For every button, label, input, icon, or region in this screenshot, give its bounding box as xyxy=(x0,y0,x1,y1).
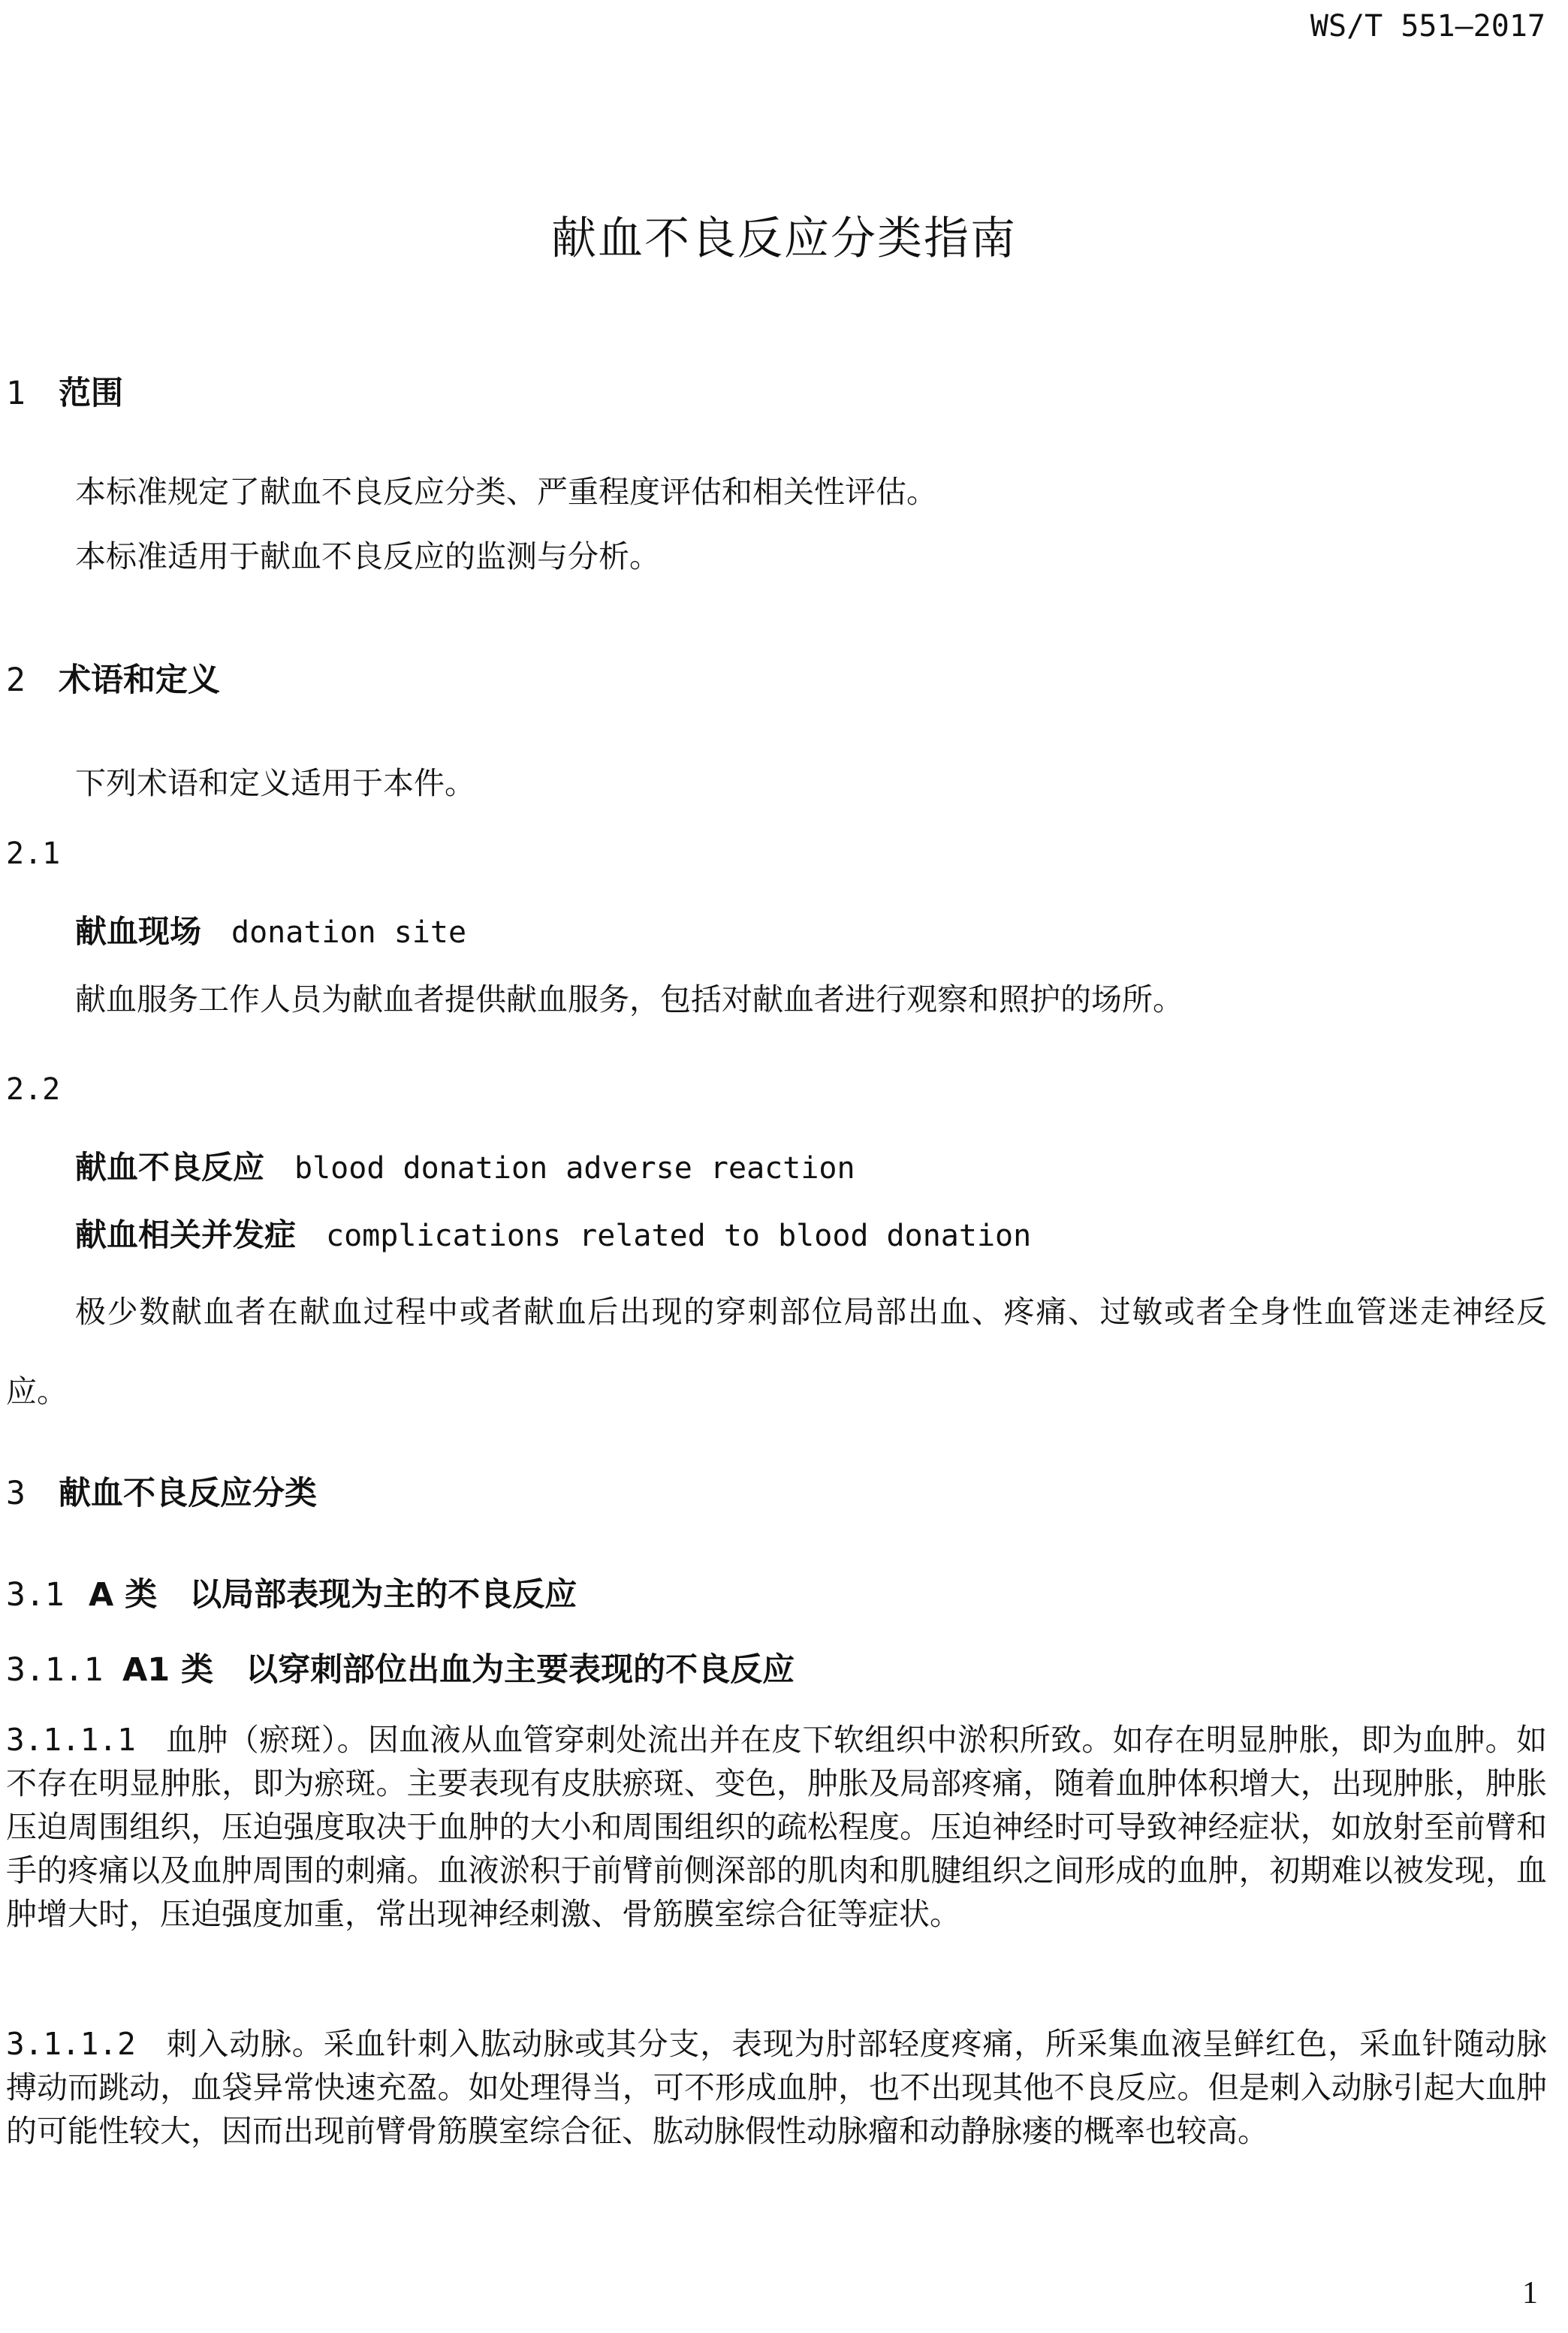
subsubsection-heading xyxy=(6,1644,795,1690)
section-title: A 类 以局部表现为主的不良反应 xyxy=(89,1576,577,1614)
clause-text: 血肿（瘀斑）。因血液从血管穿刺处流出并在皮下软组织中淤积所致。如存在明显肿胀，即为血肿。如不存在明显肿胀，即为瘀斑。主要表现有皮肤瘀斑、变色，肿胀及局部疼痛，随着血肿体积增大，出现肿胀，肿胀压迫周围组织，压迫强度取决于血肿的大小和周围组织的疏松程度。压迫神经时可导致神经症状，如放射至前臂和手的疼痛以及血肿周围的刺痛。血液淤积于前臂前侧深部的肌肉和肌腱组织之间形成的血肿，初期难以被发现，血肿增大时，压迫强度加重，常出现神经刺激、骨筋膜室综合征等症状。 xyxy=(6,1722,1547,1932)
page-number: 1 xyxy=(1522,2276,1538,2310)
section-number: 2 xyxy=(6,662,26,699)
term-en: complications related to blood donation xyxy=(326,1219,1032,1253)
term-zh: 献血相关并发症 xyxy=(75,1216,297,1253)
term-zh: 献血现场 xyxy=(75,913,202,950)
standard-code: WS/T 551—2017 xyxy=(1310,9,1545,44)
term-definition: 极少数献血者在献血过程中或者献血后出现的穿刺部位局部出血、疼痛、过敏或者全身性血管迷走神经反应。 xyxy=(6,1294,1547,1409)
section-title: 献血不良反应分类 xyxy=(59,1475,317,1512)
clause-item xyxy=(6,1718,1547,1936)
term-number: 2.1 xyxy=(6,836,61,871)
section-3-heading xyxy=(6,1468,317,1514)
section-title: 术语和定义 xyxy=(59,662,220,699)
section-title: 范围 xyxy=(59,375,123,412)
term-en: donation site xyxy=(231,915,467,950)
clause-text: 刺入动脉。采血针刺入肱动脉或其分支，表现为肘部轻度疼痛，所采集血液呈鲜红色，采血针随动脉搏动而跳动，血袋异常快速充盈。如处理得当，可不形成血肿，也不出现其他不良反应。但是刺入动脉引起大血肿的可能性较大，因而出现前臂骨筋膜室综合征、肱动脉假性动脉瘤和动静脉瘘的概率也较高。 xyxy=(6,2026,1547,2149)
term-name xyxy=(75,1210,1031,1255)
paragraph: 本标准适用于献血不良反应的监测与分析。 xyxy=(75,538,660,574)
clause-number: 3.1.1.1 xyxy=(6,1722,136,1758)
term-en: blood donation adverse reaction xyxy=(294,1151,855,1186)
term-definition: 献血服务工作人员为献血者提供献血服务，包括对献血者进行观察和照护的场所。 xyxy=(75,981,1184,1017)
section-number: 3.1.1 xyxy=(6,1651,104,1689)
section-number: 1 xyxy=(6,375,26,412)
term-number: 2.2 xyxy=(6,1072,61,1107)
section-number: 3 xyxy=(6,1475,26,1512)
subsection-heading xyxy=(6,1569,577,1615)
section-1-heading xyxy=(6,368,123,414)
clause-number: 3.1.1.2 xyxy=(6,2026,136,2062)
clause-item xyxy=(6,2022,1547,2153)
term-name xyxy=(75,1143,855,1188)
term-name xyxy=(75,907,466,952)
paragraph: 本标准规定了献血不良反应分类、严重程度评估和相关性评估。 xyxy=(75,474,937,510)
paragraph: 下列术语和定义适用于本件。 xyxy=(75,765,475,801)
section-2-heading xyxy=(6,655,220,701)
term-zh: 献血不良反应 xyxy=(75,1149,265,1186)
section-title: A1 类 以穿刺部位出血为主要表现的不良反应 xyxy=(122,1651,795,1689)
document-title: 献血不良反应分类指南 xyxy=(551,213,1017,265)
section-number: 3.1 xyxy=(6,1576,65,1614)
